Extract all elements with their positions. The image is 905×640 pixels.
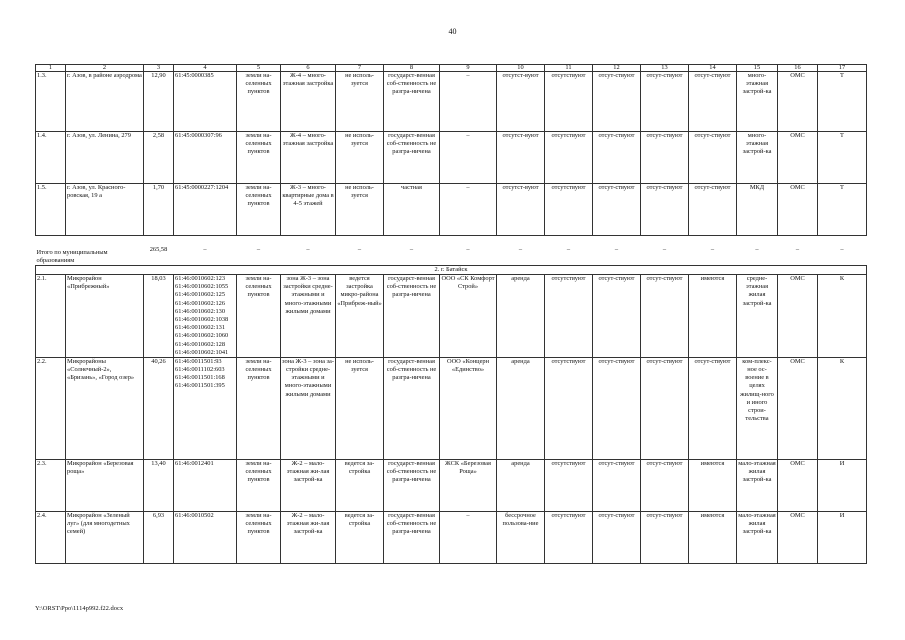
- section-header-row: [36, 266, 867, 275]
- table-row: [36, 459, 867, 511]
- right-type: отсутст-вуют: [497, 132, 545, 184]
- purpose: мало-этажная жилая застрой-ка: [737, 459, 778, 511]
- right-type: бессрочное пользова-ние: [497, 511, 545, 563]
- column-number: 4: [174, 65, 237, 72]
- zoning: зона Ж-3 – зона застройки средне-этажными и много-этажными жилыми домами: [281, 275, 336, 358]
- purpose: МКД: [737, 184, 778, 236]
- rightholder: –: [440, 72, 497, 132]
- engineering-networks: имеются: [689, 275, 737, 358]
- ownership: государст-венная соб-ственность не разгра-ничена: [384, 459, 440, 511]
- restrictions: отсут-ствуют: [593, 511, 641, 563]
- plot-area: 6,93: [144, 511, 174, 563]
- investment-type: И: [818, 511, 867, 563]
- restrictions: отсут-ствуют: [593, 459, 641, 511]
- total-dash: –: [440, 236, 497, 266]
- current-use: не исполь-зуется: [336, 357, 384, 459]
- row-number: 2.4.: [36, 511, 66, 563]
- plot-area: 1,70: [144, 184, 174, 236]
- encumbrances: отсутствуют: [545, 275, 593, 358]
- plot-location: Микрорайон «Березовая роща»: [66, 459, 144, 511]
- restrictions: отсут-ствуют: [593, 72, 641, 132]
- total-dash: –: [818, 236, 867, 266]
- table-row: [36, 184, 867, 236]
- total-dash: –: [174, 236, 237, 266]
- plot-area: 18,03: [144, 275, 174, 358]
- plot-location: г. Азов, ул. Красного-ровская, 19 а: [66, 184, 144, 236]
- table-row: [36, 132, 867, 184]
- engineering-networks: отсут-ствуют: [689, 72, 737, 132]
- column-number: 15: [737, 65, 778, 72]
- encumbrances: отсутствуют: [545, 184, 593, 236]
- table-row: [36, 357, 867, 459]
- total-dash: –: [281, 236, 336, 266]
- investment-type: К: [818, 357, 867, 459]
- rightholder: ООО «СК Комфорт Строй»: [440, 275, 497, 358]
- ownership: государст-венная соб-ственность не разгра-ничена: [384, 511, 440, 563]
- encumbrances: отсутствуют: [545, 511, 593, 563]
- zoning: зона Ж-3 – зона за-стройки средне-этажными и много-этажными жилыми домами: [281, 357, 336, 459]
- row-number: 1.4.: [36, 132, 66, 184]
- total-dash: –: [737, 236, 778, 266]
- column-number: 8: [384, 65, 440, 72]
- col-13-value: отсут-ствуют: [641, 459, 689, 511]
- col-13-value: отсут-ствуют: [641, 132, 689, 184]
- row-number: 2.2.: [36, 357, 66, 459]
- row-number: 2.1.: [36, 275, 66, 358]
- land-plots-table: [35, 64, 867, 564]
- plot-location: г. Азов, ул. Ленина, 279: [66, 132, 144, 184]
- column-number: 17: [818, 65, 867, 72]
- authority: ОМС: [778, 184, 818, 236]
- right-type: отсутст-вуют: [497, 184, 545, 236]
- column-number: 5: [237, 65, 281, 72]
- table-body: [36, 65, 867, 564]
- cadastral-number: 61:46:0010502: [174, 511, 237, 563]
- page-number: 40: [448, 27, 457, 36]
- plot-area: 40,26: [144, 357, 174, 459]
- footer-file-path: Y:\ORST\Ppo\1114p992.f22.docx: [35, 605, 124, 612]
- column-number: 11: [545, 65, 593, 72]
- total-area: 265,58: [144, 236, 174, 266]
- ownership: государст-венная соб-ственность не разгра-ничена: [384, 132, 440, 184]
- cadastral-number: 61:45:0000307:96: [174, 132, 237, 184]
- cadastral-number: 61:45:0000227:1204: [174, 184, 237, 236]
- column-number: 13: [641, 65, 689, 72]
- column-number: 9: [440, 65, 497, 72]
- plot-location: Микрорайон «Зеленый луг» (для многодетных семей): [66, 511, 144, 563]
- current-use: ведется застройка микро-района «Прибреж-ный»: [336, 275, 384, 358]
- right-type: аренда: [497, 275, 545, 358]
- column-number-row: [36, 65, 867, 72]
- engineering-networks: отсут-ствуют: [689, 184, 737, 236]
- authority: ОМС: [778, 357, 818, 459]
- cadastral-number: 61:46:0010602:123 61:46:0010602:1055 61:46:0010602:125 61:46:0010602:126 61:46:0010602:130 61:46:0010602:1038 61:46:0010602:131 61:46:0010602:1060 61:46:0010602:128 61:46:0010602:1041: [174, 275, 237, 358]
- row-number: 1.5.: [36, 184, 66, 236]
- investment-type: Т: [818, 184, 867, 236]
- total-dash: –: [641, 236, 689, 266]
- land-category: земли на-селенных пунктов: [237, 459, 281, 511]
- column-number: 12: [593, 65, 641, 72]
- row-number: 1.3.: [36, 72, 66, 132]
- column-number: 14: [689, 65, 737, 72]
- plot-area: 12,90: [144, 72, 174, 132]
- engineering-networks: имеются: [689, 459, 737, 511]
- column-number: 1: [36, 65, 66, 72]
- authority: ОМС: [778, 132, 818, 184]
- total-dash: –: [497, 236, 545, 266]
- column-number: 16: [778, 65, 818, 72]
- zoning: Ж-2 – мало-этажная жи-лая застрой-ка: [281, 511, 336, 563]
- purpose: ком-плекс-ное ос-воение в целях жилищ-ного и иного строи-тельства: [737, 357, 778, 459]
- land-category: земли на-селенных пунктов: [237, 184, 281, 236]
- column-number: 7: [336, 65, 384, 72]
- purpose: много-этажная застрой-ка: [737, 132, 778, 184]
- plot-location: г. Азов, в районе аэродрома: [66, 72, 144, 132]
- table-row: [36, 511, 867, 563]
- land-category: земли на-селенных пунктов: [237, 72, 281, 132]
- purpose: много-этажная застрой-ка: [737, 72, 778, 132]
- authority: ОМС: [778, 275, 818, 358]
- total-dash: –: [593, 236, 641, 266]
- column-number: 2: [66, 65, 144, 72]
- land-category: земли на-селенных пунктов: [237, 511, 281, 563]
- col-13-value: отсут-ствуют: [641, 184, 689, 236]
- engineering-networks: отсут-ствуют: [689, 357, 737, 459]
- land-category: земли на-селенных пунктов: [237, 132, 281, 184]
- restrictions: отсут-ствуют: [593, 357, 641, 459]
- engineering-networks: имеются: [689, 511, 737, 563]
- land-category: земли на-селенных пунктов: [237, 275, 281, 358]
- plot-location: Микрорайон «Прибрежный»: [66, 275, 144, 358]
- purpose: средне-этажная жилая застрой-ка: [737, 275, 778, 358]
- encumbrances: отсутствуют: [545, 459, 593, 511]
- column-number: 3: [144, 65, 174, 72]
- total-label: Итого по муниципальным образованиям: [36, 236, 144, 266]
- total-dash: –: [689, 236, 737, 266]
- col-13-value: отсут-ствуют: [641, 72, 689, 132]
- cadastral-number: 61:45:0000385: [174, 72, 237, 132]
- total-dash: –: [545, 236, 593, 266]
- right-type: аренда: [497, 459, 545, 511]
- encumbrances: отсутствуют: [545, 72, 593, 132]
- table-row: [36, 275, 867, 358]
- current-use: не исполь-зуется: [336, 132, 384, 184]
- zoning: Ж-4 – много-этажная застройка: [281, 72, 336, 132]
- investment-type: К: [818, 275, 867, 358]
- rightholder: –: [440, 184, 497, 236]
- rightholder: –: [440, 132, 497, 184]
- plot-area: 13,40: [144, 459, 174, 511]
- right-type: отсутст-вуют: [497, 72, 545, 132]
- zoning: Ж-2 – мало-этажная жи-лая застрой-ка: [281, 459, 336, 511]
- cadastral-number: 61:46:0011501:93 61:46:0011102:603 61:46:0011501:168 61:46:0011501:395: [174, 357, 237, 459]
- total-dash: –: [384, 236, 440, 266]
- current-use: не исполь-зуется: [336, 72, 384, 132]
- col-13-value: отсут-ствуют: [641, 357, 689, 459]
- ownership: государст-венная соб-ственность не разгра-ничена: [384, 275, 440, 358]
- authority: ОМС: [778, 72, 818, 132]
- ownership: государст-венная соб-ственность не разгра-ничена: [384, 357, 440, 459]
- plot-location: Микрорайоны «Солнечный-2», «Бризань», «Город озер»: [66, 357, 144, 459]
- investment-type: Т: [818, 72, 867, 132]
- col-13-value: отсут-ствуют: [641, 511, 689, 563]
- total-dash: –: [336, 236, 384, 266]
- authority: ОМС: [778, 511, 818, 563]
- total-dash: –: [778, 236, 818, 266]
- zoning: Ж-4 – много-этажная застройка: [281, 132, 336, 184]
- cadastral-number: 61:46:0012401: [174, 459, 237, 511]
- ownership: государст-венная соб-ственность не разгра-ничена: [384, 72, 440, 132]
- row-number: 2.3.: [36, 459, 66, 511]
- right-type: аренда: [497, 357, 545, 459]
- ownership: частная: [384, 184, 440, 236]
- authority: ОМС: [778, 459, 818, 511]
- column-number: 6: [281, 65, 336, 72]
- rightholder: –: [440, 511, 497, 563]
- land-category: земли на-селенных пунктов: [237, 357, 281, 459]
- restrictions: отсут-ствуют: [593, 275, 641, 358]
- investment-type: И: [818, 459, 867, 511]
- plot-area: 2,58: [144, 132, 174, 184]
- current-use: не исполь-зуется: [336, 184, 384, 236]
- zoning: Ж-3 – много-квартирные дома в 4-5 этажей: [281, 184, 336, 236]
- rightholder: ЖСК «Березовая Роща»: [440, 459, 497, 511]
- table-row: [36, 72, 867, 132]
- current-use: ведется за-стройка: [336, 459, 384, 511]
- rightholder: ООО «Концерн «Единство»: [440, 357, 497, 459]
- restrictions: отсут-ствуют: [593, 132, 641, 184]
- column-number: 10: [497, 65, 545, 72]
- col-13-value: отсут-ствуют: [641, 275, 689, 358]
- encumbrances: отсутствуют: [545, 132, 593, 184]
- section-title: 2. г. Батайск: [36, 266, 867, 275]
- total-row: [36, 236, 867, 266]
- current-use: ведется за-стройка: [336, 511, 384, 563]
- investment-type: Т: [818, 132, 867, 184]
- encumbrances: отсутствуют: [545, 357, 593, 459]
- engineering-networks: отсут-ствуют: [689, 132, 737, 184]
- purpose: мало-этажная жилая застрой-ка: [737, 511, 778, 563]
- restrictions: отсут-ствуют: [593, 184, 641, 236]
- total-dash: –: [237, 236, 281, 266]
